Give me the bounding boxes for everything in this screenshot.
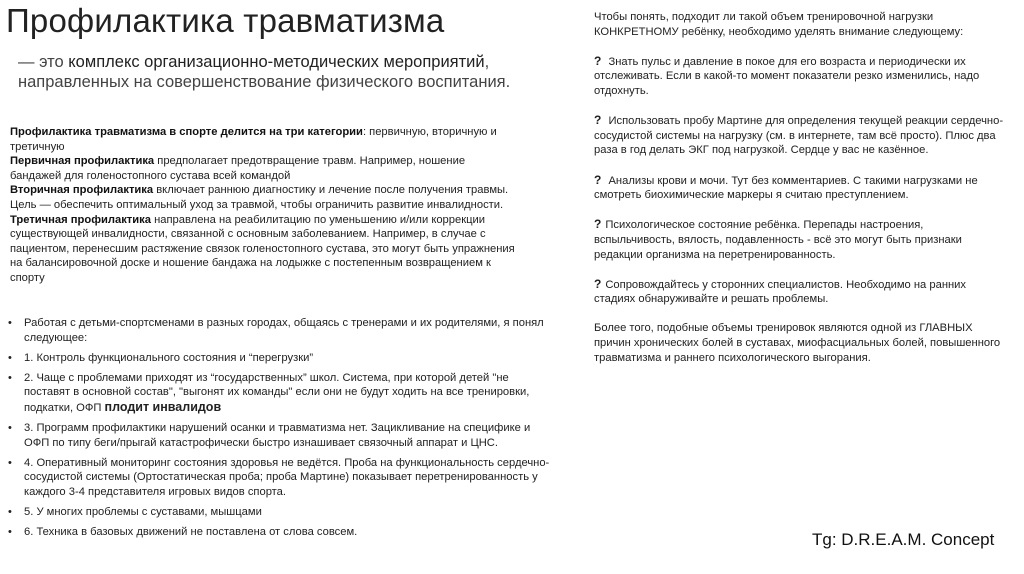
page-title: Профилактика травматизма: [6, 2, 445, 39]
recommendation-text: Сопровождайтесь у сторонних специалистов. Необходимо на ранних стадиях обнаруживайте и решать проблемы.: [594, 278, 967, 306]
definition-subtitle: [18, 52, 538, 92]
question-icon: ?: [594, 276, 602, 291]
list-item-text: 1. Контроль функционального состояния и “перегрузки”: [24, 351, 314, 364]
bullet-icon: •: [8, 422, 12, 435]
category-text: предполагает предотвращение травм. Например, ношение бандажей для голеностопного сустава всей командой: [10, 155, 466, 182]
question-icon: ?: [594, 113, 602, 128]
question-icon: ?: [594, 217, 602, 232]
list-item-text: Работая с детьми-спортсменами в разных городах, общаясь с тренерами и их родителями, я понял следующее:: [24, 317, 544, 344]
question-icon: ?: [594, 172, 602, 187]
category-heading: Первичная профилактика: [10, 155, 155, 168]
list-item: [6, 371, 554, 416]
recommendation-text: Использовать пробу Мартине для определения текущей реакции сердечно-сосудистой системы на нагрузку (см. в интернете, там всё просто). Плюс два раза в год делать ЭКГ под нагрузкой. Сердце у вас не казённое.: [594, 115, 1004, 157]
bullet-icon: •: [8, 456, 12, 469]
list-item: [6, 316, 554, 345]
category-paragraph: [10, 125, 515, 154]
bullet-icon: •: [8, 351, 12, 364]
bullet-icon: •: [8, 506, 12, 519]
recommendation-text: Анализы крови и мочи. Тут без комментариев. С такими нагрузками не смотреть биохимические маркеры я считаю преступлением.: [594, 174, 978, 202]
category-text: направлена на реабилитацию по уменьшению и/или коррекции существующей инвалидности, связанной с основным заболеванием. Например, в случае с пациентом, перенесшим растяжение связок голеностопного сустава, это могут быть упражнения на балансировочной доске и ношение бандажа на лодыжке с постепенным возвращением к спорту: [10, 213, 515, 284]
conclusion-paragraph: Более того, подобные объемы тренировок являются одной из ГЛАВНЫХ причин хронических болей в суставах, миофасциальных болей, повышенного травматизма и раннего психологического выгорания.: [594, 322, 1001, 364]
telegram-credit: Tg: D.R.E.A.M. Concept: [812, 530, 995, 549]
category-paragraph: [10, 213, 515, 286]
bullet-icon: •: [8, 526, 12, 539]
list-item-text: 5. У многих проблемы с суставами, мышцами: [24, 506, 262, 519]
list-item-text: 6. Техника в базовых движений не поставлена от слова совсем.: [24, 526, 358, 539]
subtitle-dash: — это: [18, 53, 69, 71]
recommendation-item: [594, 173, 1004, 203]
list-item: [6, 525, 554, 540]
recommendations-intro: Чтобы понять, подходит ли такой объем тренировочной нагрузки КОНКРЕТНОМУ ребёнку, необходимо уделять внимание следующему:: [594, 11, 964, 38]
category-text: : первичную, вторичную и третичную: [10, 126, 497, 153]
category-heading: Третичная профилактика: [10, 213, 151, 226]
bullet-icon: •: [8, 317, 12, 329]
recommendations-column: [594, 10, 1004, 380]
category-heading: Профилактика травматизма в спорте делится на три категории: [10, 126, 363, 138]
category-text: включает раннюю диагностику и лечение после получения травмы. Цель — обеспечить оптимальный уход за травмой, чтобы ограничить развитие инвалидности.: [10, 184, 509, 211]
recommendation-item: [594, 217, 1004, 262]
category-heading: Вторичная профилактика: [10, 184, 154, 197]
recommendation-item: [594, 54, 1004, 99]
subtitle-rest: , направленных на совершенствование физического воспитания.: [18, 53, 511, 91]
category-paragraph: [10, 154, 515, 183]
list-item: [6, 351, 554, 366]
recommendation-item: [594, 277, 1004, 307]
subtitle-bold: комплекс организационно-методических мероприятий: [68, 53, 485, 71]
list-item-text: 3. Программ профилактики нарушений осанки и травматизма нет. Зацикливание на специфике и ОФП по типу беги/прыгай катастрофически быстро изнашивает связочный аппарат и ЦНС.: [24, 422, 531, 449]
list-item: [6, 456, 554, 500]
bullet-icon: •: [8, 371, 12, 384]
list-item-text: 2. Чаще с проблемами приходят из “государственных” школ. Система, при которой детей "не поставят в основной состав", "выгонят их команды" если они не будут ходить на все тренировки, подкатки, ОФП: [24, 371, 530, 414]
recommendation-item: [594, 113, 1004, 158]
category-paragraph: [10, 183, 515, 212]
list-item-text: 4. Оперативный мониторинг состояния здоровья не ведётся. Проба на функциональность сердечно-сосудистой системы (Ортостатическая проба; проба Мартине) показывает перетренированность у каждого 3-4 представителя игровых видов спорта.: [24, 456, 550, 498]
question-icon: ?: [594, 53, 602, 68]
observations-list: [6, 316, 554, 545]
prevention-categories: [10, 125, 515, 286]
recommendation-text: Психологическое состояние ребёнка. Перепады настроения, вспыльчивость, вялость, подавленность - всё это могут быть признаки редакции организма на перетренированность.: [594, 219, 962, 261]
recommendation-text: Знать пульс и давление в покое для его возраста и периодически их отслеживать. Если в какой-то момент показатели резко изменились, надо отдохнуть.: [594, 55, 980, 97]
list-item: [6, 421, 554, 450]
list-item-emphasis: плодит инвалидов: [104, 399, 222, 414]
list-item: [6, 505, 554, 520]
